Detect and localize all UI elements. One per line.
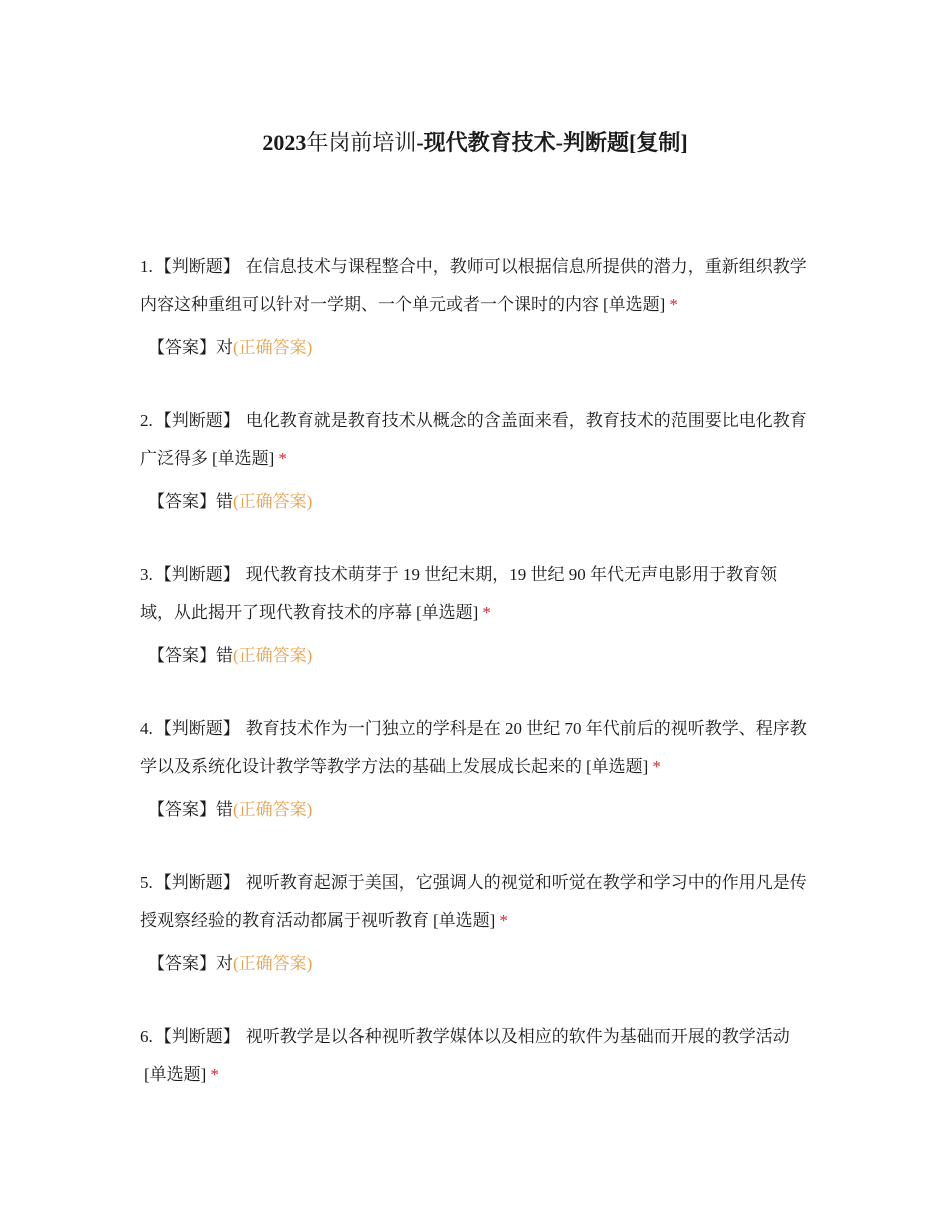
answer-line — [148, 334, 810, 362]
question-number: 4. — [140, 719, 153, 738]
question-tag: [单选题] — [586, 757, 649, 776]
question-text: 电化教育就是教育技术从概念的含盖面来看，教育技术的范围要比电化教育广泛得多 — [140, 411, 807, 468]
answer-correct-note: (正确答案) — [233, 646, 313, 665]
question-item — [140, 864, 810, 978]
document-title — [0, 127, 950, 159]
question-text: 在信息技术与课程整合中，教师可以根据信息所提供的潜力，重新组织教学内容这种重组可以针对一学期、一个单元或者一个课时的内容 — [140, 257, 807, 314]
question-tag: [单选题] — [603, 295, 666, 314]
question-type: 【判断题】 — [154, 257, 240, 276]
question-text: 视听教育起源于美国，它强调人的视觉和听觉在教学和学习中的作用凡是传授观察经验的教育活动都属于视听教育 — [140, 873, 807, 930]
answer-label: 【答案】 — [148, 338, 216, 357]
question-tag: [单选题] — [433, 911, 496, 930]
question-number: 3. — [140, 565, 153, 584]
answer-correct-note: (正确答案) — [233, 492, 313, 511]
question-number: 2. — [140, 411, 153, 430]
question-type: 【判断题】 — [154, 411, 240, 430]
question-tag: [单选题] — [212, 449, 275, 468]
question-number: 6. — [140, 1027, 153, 1046]
title-year: 2023 — [262, 129, 307, 155]
question-list — [140, 248, 810, 1134]
answer-value: 对 — [216, 338, 233, 357]
required-marker: * — [669, 295, 678, 314]
question-tag: [单选题] — [144, 1065, 207, 1084]
answer-correct-note: (正确答案) — [233, 954, 313, 973]
question-text: 现代教育技术萌芽于 19 世纪末期，19 世纪 90 年代无声电影用于教育领域，从此揭开了现代教育技术的序幕 — [140, 565, 777, 622]
question-type: 【判断题】 — [154, 565, 240, 584]
question-stem — [140, 556, 810, 632]
question-text: 教育技术作为一门独立的学科是在 20 世纪 70 年代前后的视听教学、程序教学以及系统化设计教学等教学方法的基础上发展成长起来的 — [140, 719, 807, 776]
question-item — [140, 1018, 810, 1094]
question-stem — [140, 402, 810, 478]
answer-correct-note: (正确答案) — [233, 800, 313, 819]
question-type: 【判断题】 — [154, 719, 240, 738]
answer-line — [148, 796, 810, 824]
required-marker: * — [278, 449, 287, 468]
title-subject: -现代教育技术-判断题[复制] — [416, 129, 688, 155]
question-item — [140, 402, 810, 516]
answer-value: 对 — [216, 954, 233, 973]
answer-line — [148, 950, 810, 978]
answer-label: 【答案】 — [148, 800, 216, 819]
required-marker: * — [652, 757, 661, 776]
required-marker: * — [210, 1065, 219, 1084]
question-item — [140, 710, 810, 824]
answer-label: 【答案】 — [148, 646, 216, 665]
answer-label: 【答案】 — [148, 954, 216, 973]
required-marker: * — [499, 911, 508, 930]
question-stem — [140, 864, 810, 940]
answer-line — [148, 642, 810, 670]
question-stem — [140, 1018, 810, 1094]
title-training: 年岗前培训 — [306, 129, 417, 155]
question-item — [140, 556, 810, 670]
answer-value: 错 — [216, 646, 233, 665]
answer-correct-note: (正确答案) — [233, 338, 313, 357]
question-stem — [140, 248, 810, 324]
answer-value: 错 — [216, 800, 233, 819]
question-number: 1. — [140, 257, 153, 276]
answer-value: 错 — [216, 492, 233, 511]
question-tag: [单选题] — [416, 603, 479, 622]
question-type: 【判断题】 — [154, 1027, 240, 1046]
answer-label: 【答案】 — [148, 492, 216, 511]
answer-line — [148, 488, 810, 516]
question-type: 【判断题】 — [154, 873, 240, 892]
question-item — [140, 248, 810, 362]
question-number: 5. — [140, 873, 153, 892]
question-text: 视听教学是以各种视听教学媒体以及相应的软件为基础而开展的教学活动 — [245, 1027, 790, 1046]
question-stem — [140, 710, 810, 786]
required-marker: * — [482, 603, 491, 622]
